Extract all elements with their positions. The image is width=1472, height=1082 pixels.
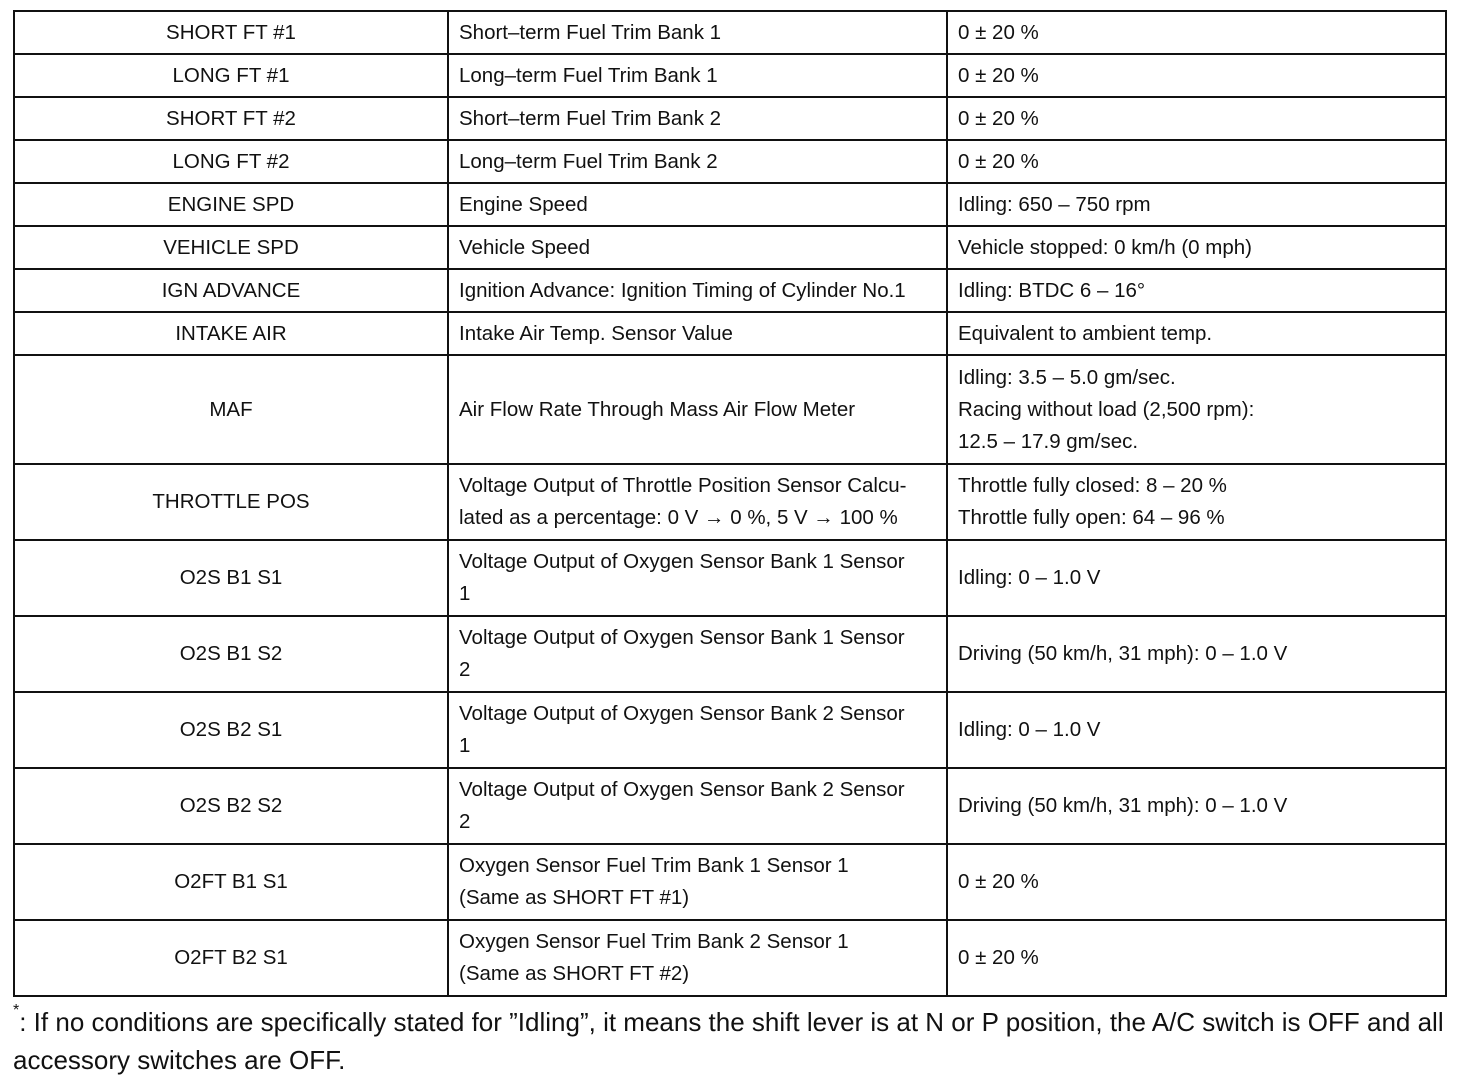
value-line: 0 ± 20 % xyxy=(958,63,1039,87)
table-row xyxy=(14,768,1446,844)
footnote xyxy=(13,1003,1453,1079)
value-line: 0 ± 20 % xyxy=(958,946,1039,969)
description-cell xyxy=(448,768,947,844)
description-cell xyxy=(448,269,947,312)
parameter-cell: LONG FT #1 xyxy=(14,54,448,97)
description-line: Long–term Fuel Trim Bank 2 xyxy=(459,149,718,173)
parameter-cell: THROTTLE POS xyxy=(14,464,448,540)
table-row xyxy=(14,616,1446,692)
value-cell xyxy=(947,920,1446,996)
parameter-cell: MAF xyxy=(14,355,448,464)
description-line: Vehicle Speed xyxy=(459,235,591,259)
value-cell xyxy=(947,768,1446,844)
parameter-cell: O2S B1 S2 xyxy=(14,616,448,692)
description-line: 2 xyxy=(459,810,471,833)
description-line: Intake Air Temp. Sensor Value xyxy=(459,321,733,345)
parameter-cell: O2S B2 S2 xyxy=(14,768,448,844)
table-row xyxy=(14,355,1446,464)
value-line: Throttle fully open: 64 – 96 % xyxy=(958,506,1225,529)
description-cell xyxy=(448,312,947,355)
parameter-cell: O2S B2 S1 xyxy=(14,692,448,768)
description-cell xyxy=(448,692,947,768)
value-line: Idling: 650 – 750 rpm xyxy=(958,192,1151,216)
parameter-cell: ENGINE SPD xyxy=(14,183,448,226)
table-row xyxy=(14,920,1446,996)
parameter-cell: IGN ADVANCE xyxy=(14,269,448,312)
table-row xyxy=(14,183,1446,226)
description-line: Voltage Output of Oxygen Sensor Bank 1 Sensor xyxy=(459,550,905,573)
value-line: Vehicle stopped: 0 km/h (0 mph) xyxy=(958,235,1252,259)
value-line: 0 ± 20 % xyxy=(958,870,1039,893)
description-cell xyxy=(448,616,947,692)
description-line: Voltage Output of Oxygen Sensor Bank 1 Sensor xyxy=(459,626,905,649)
description-line: (Same as SHORT FT #1) xyxy=(459,886,690,909)
table-row xyxy=(14,269,1446,312)
value-line: 12.5 – 17.9 gm/sec. xyxy=(958,429,1139,453)
description-line: (Same as SHORT FT #2) xyxy=(459,962,690,985)
description-cell xyxy=(448,540,947,616)
table-row xyxy=(14,464,1446,540)
value-line: Idling: 3.5 – 5.0 gm/sec. xyxy=(958,365,1176,389)
description-cell xyxy=(448,97,947,140)
value-cell xyxy=(947,616,1446,692)
value-line: Idling: 0 – 1.0 V xyxy=(958,718,1101,741)
description-cell xyxy=(448,183,947,226)
value-line: Throttle fully closed: 8 – 20 % xyxy=(958,474,1227,497)
description-line: Long–term Fuel Trim Bank 1 xyxy=(459,63,718,87)
value-cell xyxy=(947,355,1446,464)
description-line: Voltage Output of Throttle Position Sensor Calcu- xyxy=(459,474,907,497)
data-list-table-container xyxy=(13,10,1447,997)
description-line: lated as a percentage: 0 V → 0 %, 5 V → 100 % xyxy=(459,506,898,529)
description-line: 1 xyxy=(459,582,471,605)
value-cell xyxy=(947,11,1446,54)
description-cell xyxy=(448,920,947,996)
description-line: 1 xyxy=(459,734,471,757)
parameter-cell: SHORT FT #2 xyxy=(14,97,448,140)
description-cell xyxy=(448,140,947,183)
description-cell xyxy=(448,355,947,464)
value-cell xyxy=(947,140,1446,183)
table-row xyxy=(14,844,1446,920)
description-cell xyxy=(448,54,947,97)
table-row xyxy=(14,11,1446,54)
value-line: Driving (50 km/h, 31 mph): 0 – 1.0 V xyxy=(958,642,1288,665)
description-line: Oxygen Sensor Fuel Trim Bank 1 Sensor 1 xyxy=(459,854,849,877)
description-line: Short–term Fuel Trim Bank 1 xyxy=(459,20,722,44)
description-line: Short–term Fuel Trim Bank 2 xyxy=(459,106,722,130)
description-line: Voltage Output of Oxygen Sensor Bank 2 Sensor xyxy=(459,702,905,725)
description-line: Voltage Output of Oxygen Sensor Bank 2 Sensor xyxy=(459,778,905,801)
table-row xyxy=(14,692,1446,768)
value-cell xyxy=(947,692,1446,768)
description-cell xyxy=(448,464,947,540)
footnote-marker: * xyxy=(13,1002,20,1019)
value-line: Racing without load (2,500 rpm): xyxy=(958,397,1255,421)
table-row xyxy=(14,312,1446,355)
parameter-cell: INTAKE AIR xyxy=(14,312,448,355)
value-cell xyxy=(947,540,1446,616)
description-cell xyxy=(448,11,947,54)
parameter-cell: SHORT FT #1 xyxy=(14,11,448,54)
value-line: Idling: BTDC 6 – 16° xyxy=(958,278,1146,302)
footnote-text: : If no conditions are specifically stated for ”Idling”, it means the shift lever is at N or P position, the A/C switch is OFF and all accessory switches are OFF. xyxy=(13,1007,1444,1075)
parameter-cell: VEHICLE SPD xyxy=(14,226,448,269)
parameter-cell: LONG FT #2 xyxy=(14,140,448,183)
parameter-cell: O2FT B1 S1 xyxy=(14,844,448,920)
value-cell xyxy=(947,269,1446,312)
description-line: Air Flow Rate Through Mass Air Flow Meter xyxy=(459,397,856,421)
value-cell xyxy=(947,226,1446,269)
description-cell xyxy=(448,844,947,920)
description-line: Ignition Advance: Ignition Timing of Cylinder No.1 xyxy=(459,278,906,302)
value-cell xyxy=(947,97,1446,140)
description-line: Oxygen Sensor Fuel Trim Bank 2 Sensor 1 xyxy=(459,930,849,953)
value-cell xyxy=(947,183,1446,226)
table-row xyxy=(14,540,1446,616)
value-line: 0 ± 20 % xyxy=(958,106,1039,130)
value-line: Equivalent to ambient temp. xyxy=(958,321,1213,345)
table-row xyxy=(14,54,1446,97)
value-cell xyxy=(947,312,1446,355)
value-line: Idling: 0 – 1.0 V xyxy=(958,566,1101,589)
value-line: Driving (50 km/h, 31 mph): 0 – 1.0 V xyxy=(958,794,1288,817)
value-cell xyxy=(947,54,1446,97)
table-row xyxy=(14,97,1446,140)
description-line: 2 xyxy=(459,658,471,681)
description-cell xyxy=(448,226,947,269)
description-line: Engine Speed xyxy=(459,192,588,216)
table-body xyxy=(14,11,1446,996)
parameter-cell: O2S B1 S1 xyxy=(14,540,448,616)
table-row xyxy=(14,140,1446,183)
table-row xyxy=(14,226,1446,269)
value-cell xyxy=(947,844,1446,920)
value-line: 0 ± 20 % xyxy=(958,149,1039,173)
value-line: 0 ± 20 % xyxy=(958,20,1039,44)
value-cell xyxy=(947,464,1446,540)
parameter-cell: O2FT B2 S1 xyxy=(14,920,448,996)
data-list-table xyxy=(13,10,1447,997)
